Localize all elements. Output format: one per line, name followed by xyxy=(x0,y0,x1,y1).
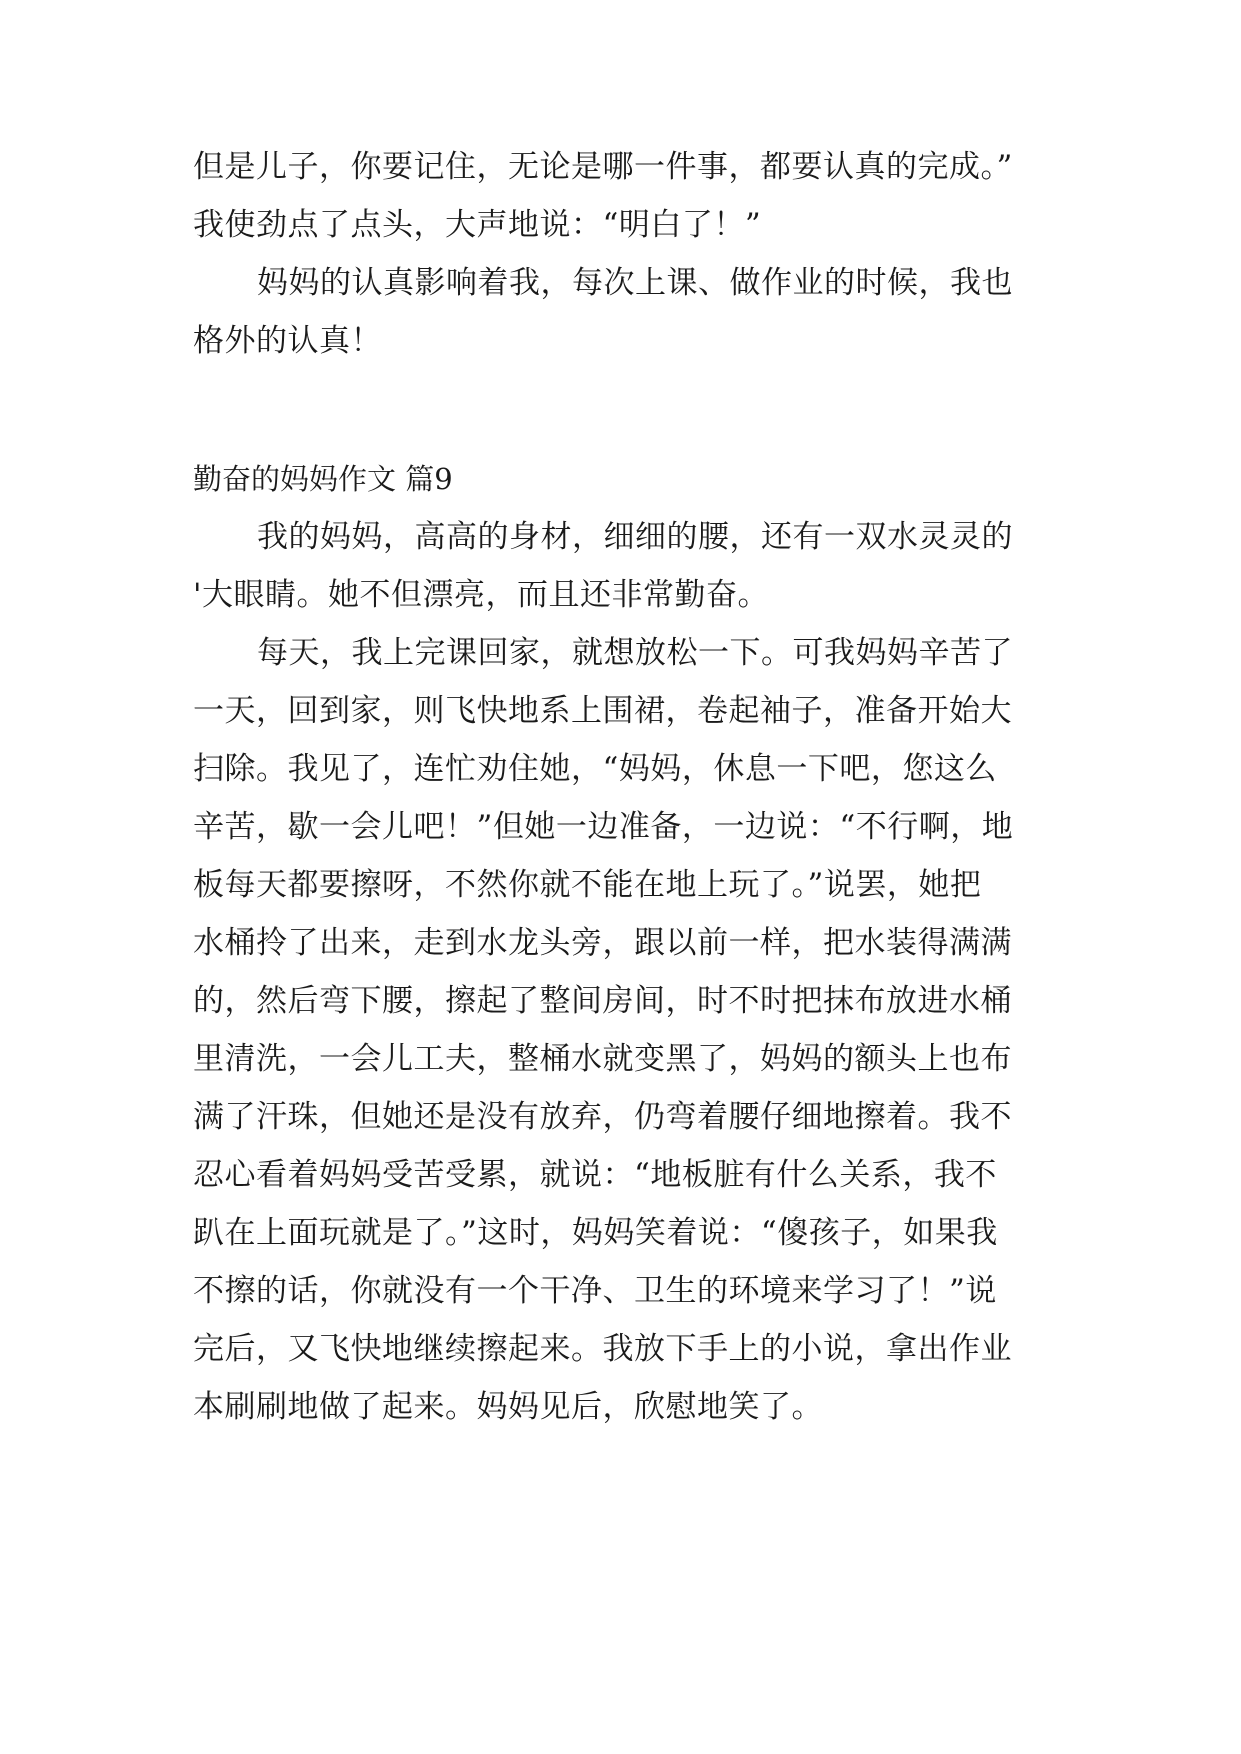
paragraph-conclusion xyxy=(193,254,1063,370)
text-line: '大眼睛。她不但漂亮，而且还非常勤奋。 xyxy=(193,577,770,613)
text-line: 忍心看着妈妈受苦受累，就说：“地板脏有什么关系，我不 xyxy=(193,1157,997,1193)
text-line: 满了汗珠，但她还是没有放弃，仍弯着腰仔细地擦着。我不 xyxy=(193,1099,1012,1135)
text-line: 格外的认真！ xyxy=(193,323,382,359)
text-line: 趴在上面玩就是了。”这时，妈妈笑着说：“傻孩子，如果我 xyxy=(193,1215,998,1251)
text-line: 不擦的话，你就没有一个干净、卫生的环境来学习了！”说 xyxy=(193,1273,997,1309)
text-line: 每天，我上完课回家，就想放松一下。可我妈妈辛苦了 xyxy=(257,635,1013,671)
paragraph-intro xyxy=(193,508,1063,624)
section-heading: 勤奋的妈妈作文 篇9 xyxy=(193,462,453,496)
paragraph-body xyxy=(193,624,1063,1436)
document-body xyxy=(193,138,1063,1436)
text-line: 水桶拎了出来，走到水龙头旁，跟以前一样，把水装得满满 xyxy=(193,925,1012,961)
text-line: 但是儿子，你要记住，无论是哪一件事，都要认真的完成。” xyxy=(193,149,1013,185)
paragraph-continued xyxy=(193,138,1063,254)
text-line: 本刷刷地做了起来。妈妈见后，欣慰地笑了。 xyxy=(193,1389,823,1425)
section-spacer xyxy=(193,370,1063,450)
text-line: 里清洗，一会儿工夫，整桶水就变黑了，妈妈的额头上也布 xyxy=(193,1041,1012,1077)
text-line: 我的妈妈，高高的身材，细细的腰，还有一双水灵灵的 xyxy=(257,519,1013,555)
text-line: 一天，回到家，则飞快地系上围裙，卷起袖子，准备开始大 xyxy=(193,693,1012,729)
text-line: 我使劲点了点头，大声地说：“明白了！” xyxy=(193,207,762,243)
text-line: 板每天都要擦呀，不然你就不能在地上玩了。”说罢，她把 xyxy=(193,867,982,903)
text-line: 扫除。我见了，连忙劝住她，“妈妈，休息一下吧，您这么 xyxy=(193,751,997,787)
text-line: 的，然后弯下腰，擦起了整间房间，时不时把抹布放进水桶 xyxy=(193,983,1012,1019)
text-line: 辛苦，歇一会儿吧！”但她一边准备，一边说：“不行啊，地 xyxy=(193,809,1014,845)
text-line: 完后，又飞快地继续擦起来。我放下手上的小说，拿出作业 xyxy=(193,1331,1012,1367)
text-line: 妈妈的认真影响着我，每次上课、做作业的时候，我也 xyxy=(257,265,1013,301)
